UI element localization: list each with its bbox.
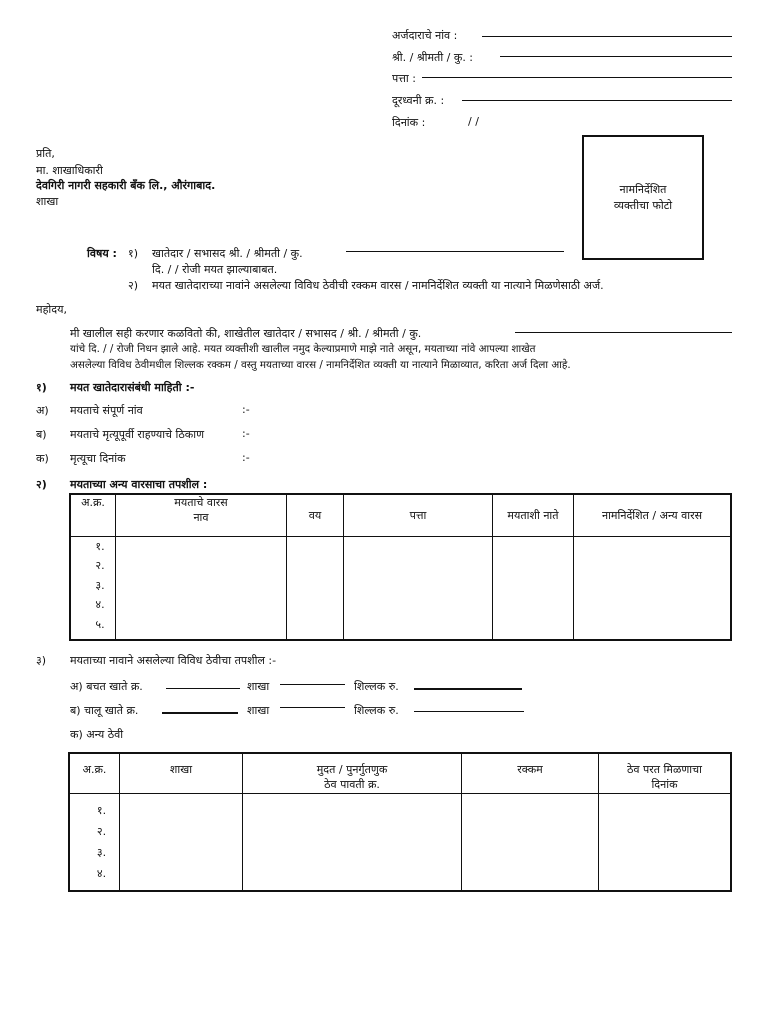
section1-row2-label: मयताचे मृत्यूपूर्वी राहण्याचे ठिकाण	[70, 428, 205, 441]
addressee-branch: शाखा	[36, 195, 59, 208]
heirs-row-num: ४.	[95, 598, 105, 611]
section1-row1-key: अ)	[36, 404, 49, 417]
deposits-col-return-l2: दिनांक	[651, 778, 678, 791]
applicant-name-field[interactable]	[482, 36, 732, 37]
savings-label: अ) बचत खाते क्र.	[70, 680, 143, 693]
section1-row3-sep: :-	[242, 451, 250, 464]
heirs-row-num: १.	[95, 539, 105, 553]
heirs-col-sr: अ.क्र.	[70, 494, 116, 536]
section1-row3-label: मृत्यूचा दिनांक	[70, 452, 126, 465]
deposits-col-return-date	[599, 753, 732, 793]
deposits-col-receipt	[243, 753, 462, 793]
applicant-phone-field[interactable]	[462, 100, 732, 101]
heirs-sr-list	[70, 536, 116, 640]
heirs-nominee-cell[interactable]	[574, 536, 732, 640]
section1-title: मयत खातेदारासंबंधी माहिती :-	[70, 381, 195, 394]
heirs-col-address: पत्ता	[344, 494, 493, 536]
paragraph-name-field[interactable]	[515, 332, 732, 333]
deposits-sr-list	[69, 793, 120, 891]
deposits-col-branch: शाखा	[120, 753, 243, 793]
subject-name-field[interactable]	[346, 251, 564, 252]
heirs-row-num: २.	[95, 559, 105, 572]
heirs-table-body	[70, 536, 731, 640]
deposits-col-receipt-l2: ठेव पावती क्र.	[324, 778, 380, 791]
savings-balance-label: शिल्लक रु.	[354, 680, 399, 693]
section1-row1-label: मयताचे संपूर्ण नांव	[70, 404, 143, 417]
savings-account-field[interactable]	[166, 688, 240, 689]
section3-title: मयताच्या नावाने असलेल्या विविध ठेवीचा तपशील :-	[70, 654, 277, 667]
deposits-col-return-l1: ठेव परत मिळणाचा	[627, 763, 702, 776]
applicant-address-field[interactable]	[422, 77, 732, 78]
deposits-table-header	[69, 753, 731, 793]
heirs-row-num: ५.	[95, 617, 105, 631]
section1-row1-sep: :-	[242, 403, 250, 416]
applicant-phone-label: दूरध्वनी क्र. :	[392, 94, 445, 107]
deposits-row-num: ४.	[96, 866, 107, 880]
deposits-table	[68, 752, 732, 892]
applicant-salutation-field[interactable]	[500, 56, 732, 57]
current-balance-label: शिल्लक रु.	[354, 704, 399, 717]
deposits-col-receipt-l1: मुदत / पुनर्गुतणुक	[316, 763, 388, 776]
paragraph-line3: असलेल्या विविध ठेवीमधील शिल्लक रक्कम / वस्तु मयताच्या वारस / नामनिर्देशित व्यक्ती या नात्याने मिळाव्यात, करिता अर्ज दिला आहे.	[70, 359, 571, 371]
applicant-address-label: पत्ता :	[392, 72, 416, 85]
heirs-table-header	[70, 494, 731, 536]
deposits-receipt-cell[interactable]	[243, 793, 462, 891]
photo-label-line2: व्यक्तीचा फोटो	[613, 198, 673, 212]
heirs-name-cell[interactable]	[116, 536, 287, 640]
section2-num: २)	[36, 478, 47, 491]
applicant-date-label: दिनांक :	[392, 116, 426, 129]
heirs-table	[69, 493, 732, 641]
current-label: ब) चालू खाते क्र.	[70, 704, 139, 717]
addressee-bank: देवगिरी नागरी सहकारी बँक लि., औरंगाबाद.	[36, 179, 216, 192]
paragraph-line1: मी खालील सही करणार कळवितो की, शाखेतील खातेदार / सभासद / श्री. / श्रीमती / कु.	[70, 327, 422, 340]
greeting: महोदय,	[36, 303, 67, 316]
other-deposits-label: क) अन्य ठेवी	[70, 728, 124, 741]
deposits-return-date-cell[interactable]	[599, 793, 732, 891]
heirs-col-nominee: नामनिर्देशित / अन्य वारस	[574, 494, 732, 536]
deposits-table-body	[69, 793, 731, 891]
heirs-age-cell[interactable]	[287, 536, 344, 640]
savings-branch-field[interactable]	[280, 684, 345, 685]
heirs-col-name	[116, 494, 287, 536]
applicant-name-label: अर्जदाराचे नांव :	[392, 29, 458, 42]
deposits-row-num: ३.	[96, 845, 107, 859]
deposits-branch-cell[interactable]	[120, 793, 243, 891]
addressee-officer: मा. शाखाधिकारी	[36, 164, 103, 177]
deposits-row-num: २.	[96, 824, 107, 838]
section3-num: ३)	[36, 654, 47, 667]
savings-balance-field[interactable]	[414, 688, 522, 690]
deposits-row-num: १.	[96, 803, 107, 817]
heirs-relation-cell[interactable]	[493, 536, 574, 640]
deposits-col-amount: रक्कम	[462, 753, 599, 793]
section1-num: १)	[36, 381, 47, 394]
current-branch-label: शाखा	[247, 704, 270, 717]
heirs-col-relation: मयताशी नाते	[493, 494, 574, 536]
current-balance-field[interactable]	[414, 711, 524, 712]
section1-row2-sep: :-	[242, 427, 250, 440]
subject-item1-line2: दि. / / रोजी मयत झाल्याबाबत.	[152, 263, 278, 276]
subject-label: विषय :	[87, 247, 117, 260]
subject-item2-num: २)	[128, 279, 139, 292]
deposits-amount-cell[interactable]	[462, 793, 599, 891]
addressee-to: प्रति,	[36, 147, 55, 160]
section2-title: मयताच्या अन्य वारसाचा तपशील :	[70, 478, 208, 491]
nominee-photo-box	[582, 135, 704, 260]
heirs-col-name-l2: नाव	[193, 511, 209, 524]
photo-label-line1: नामनिर्देशित	[619, 182, 667, 196]
heirs-row-num: ३.	[95, 578, 105, 592]
heirs-col-age: वय	[287, 494, 344, 536]
current-branch-field[interactable]	[280, 707, 345, 708]
applicant-salutation-label: श्री. / श्रीमती / कु. :	[392, 51, 474, 64]
subject-item1-num: १)	[128, 247, 139, 260]
applicant-date-separators: / /	[468, 115, 479, 128]
section1-row2-key: ब)	[36, 428, 47, 441]
paragraph-line2: यांचे दि. / / रोजी निधन झाले आहे. मयत व्यक्तीशी खालील नमुद केल्याप्रमाणे माझे नाते असून, मयताच्या नांवे आपल्या शाखेत	[70, 343, 536, 355]
heirs-col-name-l1: मयताचे वारस	[174, 496, 228, 509]
heirs-address-cell[interactable]	[344, 536, 493, 640]
current-account-field[interactable]	[162, 712, 238, 714]
savings-branch-label: शाखा	[247, 680, 270, 693]
subject-item2-text: मयत खातेदाराच्या नावांने असलेल्या विविध ठेवीची रक्कम वारस / नामनिर्देशित व्यक्ती या नात्याने मिळणेसाठी अर्ज.	[152, 279, 604, 292]
subject-item1-text: खातेदार / सभासद श्री. / श्रीमती / कु.	[152, 247, 303, 260]
section1-row3-key: क)	[36, 452, 49, 465]
deposits-col-sr: अ.क्र.	[69, 753, 120, 793]
